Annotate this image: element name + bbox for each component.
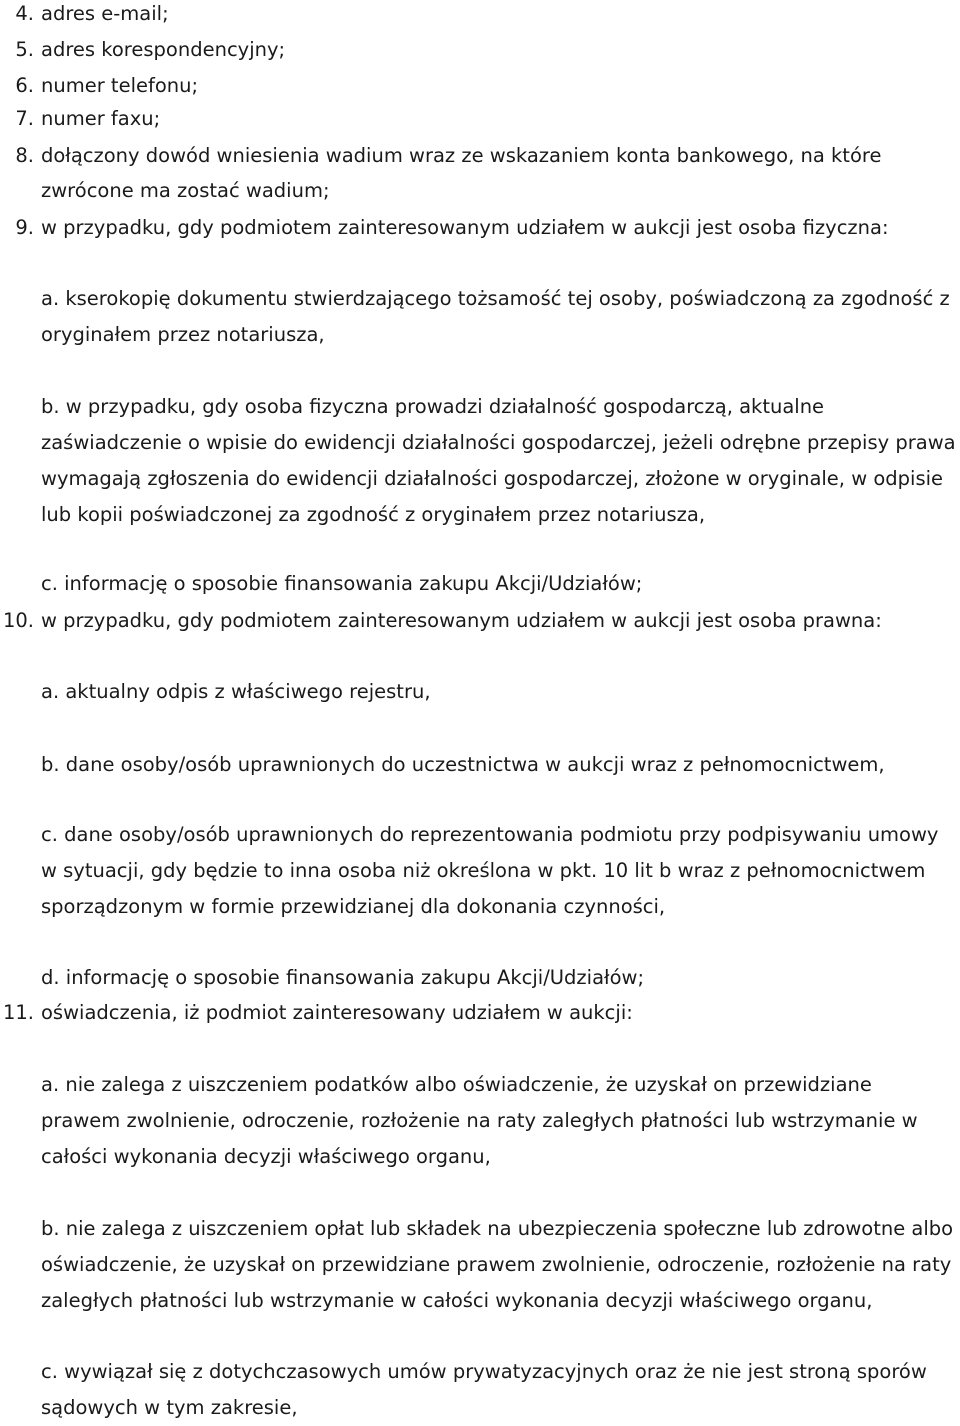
sub-item-10a: a. aktualny odpis z właściwego rejestru, [41, 680, 431, 703]
list-number: 11. [2, 1001, 34, 1024]
sub-item-10d: d. informację o sposobie finansowania zakupu Akcji/Udziałów; [41, 966, 645, 989]
sub-item-9b: b. w przypadku, gdy osoba fizyczna prowadzi działalność gospodarczą, aktualne zaświadczenie o wpisie do ewidencji działalności gospodarczej, jeżeli odrębne przepisy prawa wymagają zgłoszenia do ewidencji działalności gospodarczej, złożone w oryginale, w odpisie lub kopii poświadczonej za zgodność z oryginałem przez notariusza, [41, 395, 956, 526]
list-text: numer telefonu; [41, 74, 199, 97]
sub-item-11b: b. nie zalega z uiszczeniem opłat lub składek na ubezpieczenia społeczne lub zdrowotne albo oświadczenie, że uzyskał on przewidziane prawem zwolnienie, odroczenie, rozłożenie na raty zaległych płatności lub wstrzymanie w całości wykonania decyzji właściwego organu, [41, 1217, 954, 1312]
list-text: adres e-mail; [41, 2, 169, 25]
list-number: 9. [15, 216, 34, 239]
list-number: 6. [15, 74, 34, 97]
sub-item-10b: b. dane osoby/osób uprawnionych do uczestnictwa w aukcji wraz z pełnomocnictwem, [41, 753, 885, 776]
list-text: adres korespondencyjny; [41, 38, 286, 61]
list-text: numer faxu; [41, 107, 161, 130]
list-text: oświadczenia, iż podmiot zainteresowany udziałem w aukcji: [41, 1001, 633, 1024]
list-number: 8. [15, 144, 34, 167]
list-number: 5. [15, 38, 34, 61]
list-text: w przypadku, gdy podmiotem zainteresowanym udziałem w aukcji jest osoba fizyczna: [41, 216, 889, 239]
list-number: 10. [2, 609, 34, 632]
sub-item-10c: c. dane osoby/osób uprawnionych do reprezentowania podmiotu przy podpisywaniu umowy w sytuacji, gdy będzie to inna osoba niż określona w pkt. 10 lit b wraz z pełnomocnictwem sporządzonym w formie przewidzianej dla dokonania czynności, [41, 823, 939, 918]
sub-item-9c: c. informację o sposobie finansowania zakupu Akcji/Udziałów; [41, 572, 643, 595]
list-text: w przypadku, gdy podmiotem zainteresowanym udziałem w aukcji jest osoba prawna: [41, 609, 882, 632]
sub-item-9a: a. kserokopię dokumentu stwierdzającego tożsamość tej osoby, poświadczoną za zgodność z oryginałem przez notariusza, [41, 287, 950, 346]
sub-item-11a: a. nie zalega z uiszczeniem podatków albo oświadczenie, że uzyskał on przewidziane prawem zwolnienie, odroczenie, rozłożenie na raty zaległych płatności lub wstrzymanie w całości wykonania decyzji właściwego organu, [41, 1073, 918, 1168]
list-number: 7. [15, 107, 34, 130]
list-text-line1: dołączony dowód wniesienia wadium wraz ze wskazaniem konta bankowego, na które [41, 144, 882, 167]
sub-item-11c: c. wywiązał się z dotychczasowych umów prywatyzacyjnych oraz że nie jest stroną sporów sądowych w tym zakresie, [41, 1360, 927, 1419]
list-text-line2: zwrócone ma zostać wadium; [41, 179, 330, 202]
list-number: 4. [15, 2, 34, 25]
